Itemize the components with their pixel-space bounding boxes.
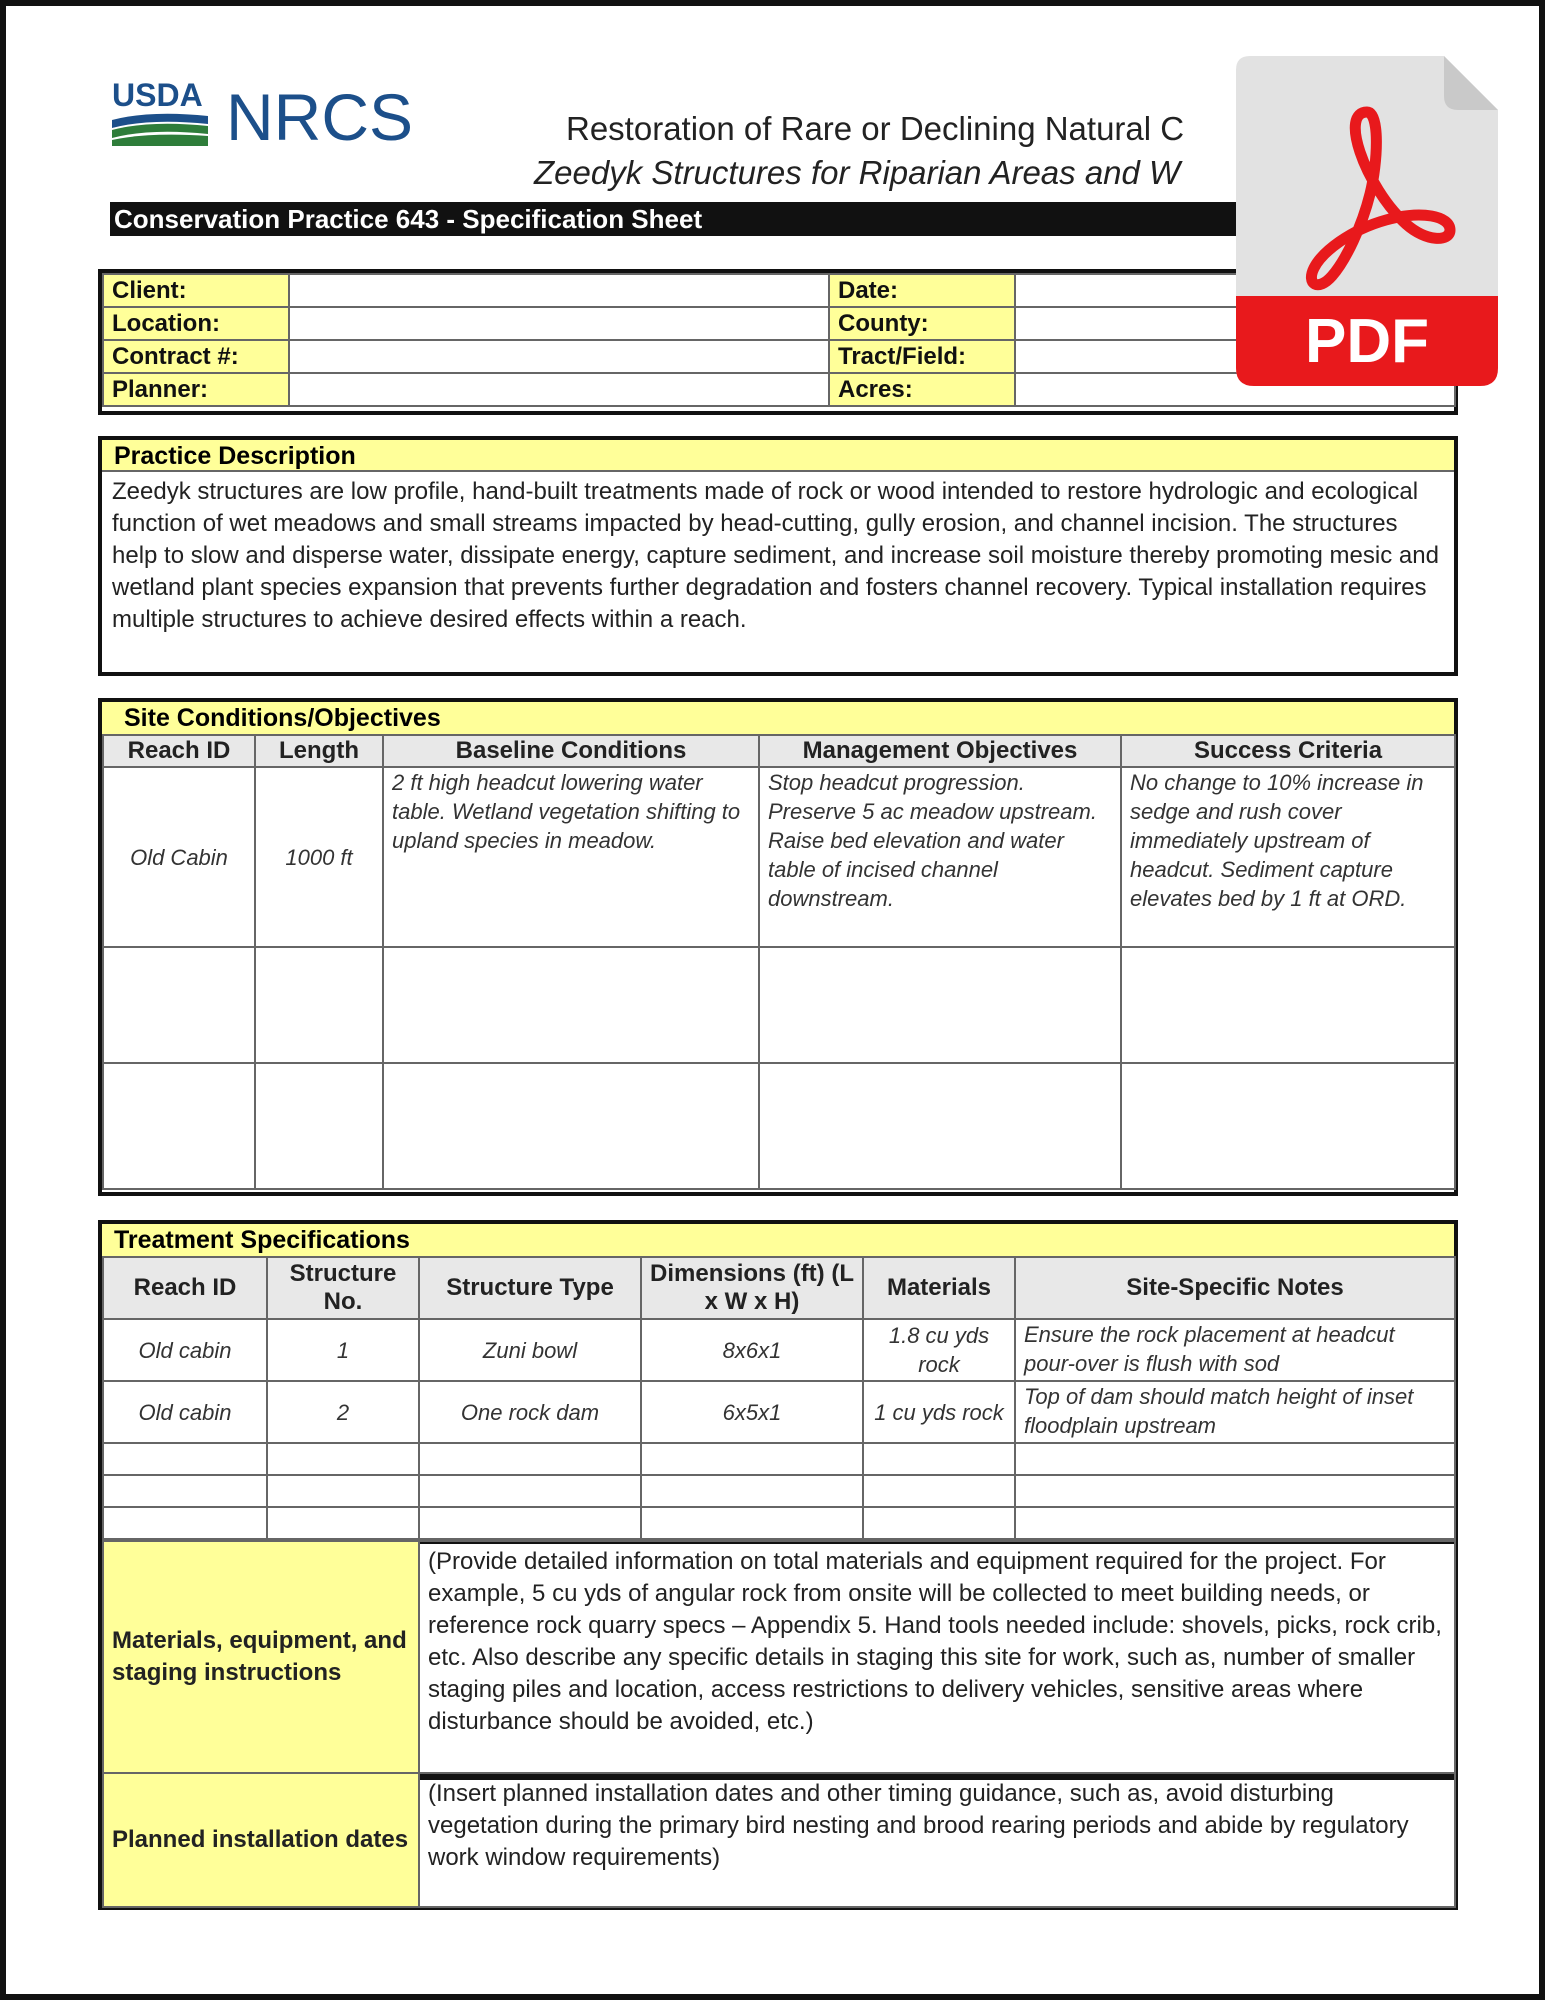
tract-field-label: Tract/Field: <box>829 340 1015 373</box>
ts-col-materials: Materials <box>863 1257 1015 1319</box>
spec-sheet-bar: Conservation Practice 643 - Specification Sheet <box>110 202 1258 236</box>
acres-label: Acres: <box>829 373 1015 406</box>
empty-cell[interactable] <box>419 1475 641 1507</box>
practice-description-text: Zeedyk structures are low profile, hand-built treatments made of rock or wood intended to restore hydrologic and ecological function of wet meadows and small streams impacted by head-cutting, gully erosion, and channel incision. The structures help to slow and disperse water, dissipate energy, capture sediment, and increase soil moisture thereby promoting mesic and wetland plant species expansion that prevents further degradation and fosters channel recovery. Typical installation requires multiple structures to achieve desired effects within a reach. <box>112 478 1439 633</box>
empty-cell[interactable] <box>103 947 255 1063</box>
practice-description-heading: Practice Description <box>102 440 1454 472</box>
empty-cell[interactable] <box>863 1507 1015 1539</box>
empty-cell[interactable] <box>641 1443 863 1475</box>
empty-cell[interactable] <box>267 1475 419 1507</box>
empty-cell[interactable] <box>759 947 1121 1063</box>
sc-objectives: Stop headcut progression. Preserve 5 ac meadow upstream. Raise bed elevation and water table of incised channel downstream. <box>759 767 1121 947</box>
site-conditions-table <box>102 734 1456 1190</box>
installation-text[interactable]: (Insert planned installation dates and other timing guidance, such as, avoid disturbing vegetation during the primary bird nesting and brood rearing periods and abide by regulatory work window requirements) <box>419 1773 1455 1907</box>
ts-dimensions: 6x5x1 <box>641 1381 863 1443</box>
empty-cell[interactable] <box>255 1063 383 1189</box>
sc-length: 1000 ft <box>255 767 383 947</box>
ts-structure-type: Zuni bowl <box>419 1319 641 1381</box>
ts-structure-no: 2 <box>267 1381 419 1443</box>
location-label: Location: <box>103 307 289 340</box>
empty-cell[interactable] <box>1015 1443 1455 1475</box>
sc-baseline: 2 ft high headcut lowering water table. Wetland vegetation shifting to upland species in meadow. <box>383 767 759 947</box>
ts-col-reach-id: Reach ID <box>103 1257 267 1319</box>
empty-cell[interactable] <box>419 1507 641 1539</box>
contract-field[interactable] <box>289 340 829 373</box>
empty-cell[interactable] <box>863 1443 1015 1475</box>
usda-nrcs-logo <box>110 76 414 156</box>
county-label: County: <box>829 307 1015 340</box>
table-row <box>103 1507 1455 1539</box>
ts-structure-no: 1 <box>267 1319 419 1381</box>
planner-label: Planner: <box>103 373 289 406</box>
sc-col-baseline: Baseline Conditions <box>383 735 759 767</box>
treatment-specs-table <box>102 1256 1456 1540</box>
empty-cell[interactable] <box>1015 1475 1455 1507</box>
ts-structure-type: One rock dam <box>419 1381 641 1443</box>
empty-cell[interactable] <box>759 1063 1121 1189</box>
sc-reach-id: Old Cabin <box>103 767 255 947</box>
empty-cell[interactable] <box>383 1063 759 1189</box>
treatment-specs-heading: Treatment Specifications <box>102 1224 1454 1256</box>
materials-label: Materials, equipment, and staging instructions <box>103 1541 419 1773</box>
document-subtitle: Zeedyk Structures for Riparian Areas and W <box>534 154 1181 191</box>
empty-cell[interactable] <box>641 1475 863 1507</box>
date-label: Date: <box>829 274 1015 307</box>
location-field[interactable] <box>289 307 829 340</box>
site-conditions-heading: Site Conditions/Objectives <box>102 702 1454 734</box>
ts-reach-id: Old cabin <box>103 1319 267 1381</box>
ts-notes: Ensure the rock placement at headcut pour-over is flush with sod <box>1015 1319 1455 1381</box>
table-row <box>103 1475 1455 1507</box>
empty-cell[interactable] <box>419 1443 641 1475</box>
empty-cell[interactable] <box>1015 1507 1455 1539</box>
ts-col-dimensions: Dimensions (ft) (L x W x H) <box>641 1257 863 1319</box>
empty-cell[interactable] <box>267 1507 419 1539</box>
pdf-file-icon[interactable] <box>1236 56 1498 386</box>
sc-col-criteria: Success Criteria <box>1121 735 1455 767</box>
planner-field[interactable] <box>289 373 829 406</box>
table-row <box>103 947 1455 1063</box>
sc-col-length: Length <box>255 735 383 767</box>
empty-cell[interactable] <box>383 947 759 1063</box>
ts-materials: 1 cu yds rock <box>863 1381 1015 1443</box>
sc-col-reach-id: Reach ID <box>103 735 255 767</box>
ts-col-structure-no: Structure No. <box>267 1257 419 1319</box>
empty-cell[interactable] <box>267 1443 419 1475</box>
empty-cell[interactable] <box>1121 947 1455 1063</box>
ts-col-structure-type: Structure Type <box>419 1257 641 1319</box>
empty-cell[interactable] <box>103 1443 267 1475</box>
empty-cell[interactable] <box>863 1475 1015 1507</box>
sc-criteria: No change to 10% increase in sedge and rush cover immediately upstream of headcut. Sediment capture elevates bed by 1 ft at ORD. <box>1121 767 1455 947</box>
contract-label: Contract #: <box>103 340 289 373</box>
empty-cell[interactable] <box>103 1507 267 1539</box>
ts-reach-id: Old cabin <box>103 1381 267 1443</box>
empty-cell[interactable] <box>103 1063 255 1189</box>
materials-text[interactable]: (Provide detailed information on total materials and equipment required for the project. For example, 5 cu yds of angular rock from onsite will be collected to meet building needs, or reference rock quarry specs – Appendix 5. Hand tools needed include: shovels, picks, rock crib, etc. Also describe any specific details in staging this site for work, such as, number of smaller staging piles and location, access restrictions to delivery vehicles, sensitive areas where disturbance should be avoided, etc.) <box>419 1541 1455 1773</box>
table-row <box>103 1063 1455 1189</box>
logo-usda-text: USDA <box>112 77 203 113</box>
document-title: Restoration of Rare or Declining Natural C <box>566 110 1185 147</box>
logo-nrcs-text: NRCS <box>226 80 414 154</box>
client-field[interactable] <box>289 274 829 307</box>
table-row <box>103 767 1455 947</box>
ts-col-notes: Site-Specific Notes <box>1015 1257 1455 1319</box>
ts-materials: 1.8 cu yds rock <box>863 1319 1015 1381</box>
pdf-label: PDF <box>1305 307 1429 376</box>
sc-col-objectives: Management Objectives <box>759 735 1121 767</box>
empty-cell[interactable] <box>103 1475 267 1507</box>
materials-installation-table <box>102 1540 1456 1908</box>
table-row <box>103 1381 1455 1443</box>
ts-dimensions: 8x6x1 <box>641 1319 863 1381</box>
ts-notes: Top of dam should match height of inset floodplain upstream <box>1015 1381 1455 1443</box>
empty-cell[interactable] <box>641 1507 863 1539</box>
client-label: Client: <box>103 274 289 307</box>
table-row <box>103 1443 1455 1475</box>
table-row <box>103 1319 1455 1381</box>
empty-cell[interactable] <box>1121 1063 1455 1189</box>
installation-label: Planned installation dates <box>103 1773 419 1907</box>
empty-cell[interactable] <box>255 947 383 1063</box>
